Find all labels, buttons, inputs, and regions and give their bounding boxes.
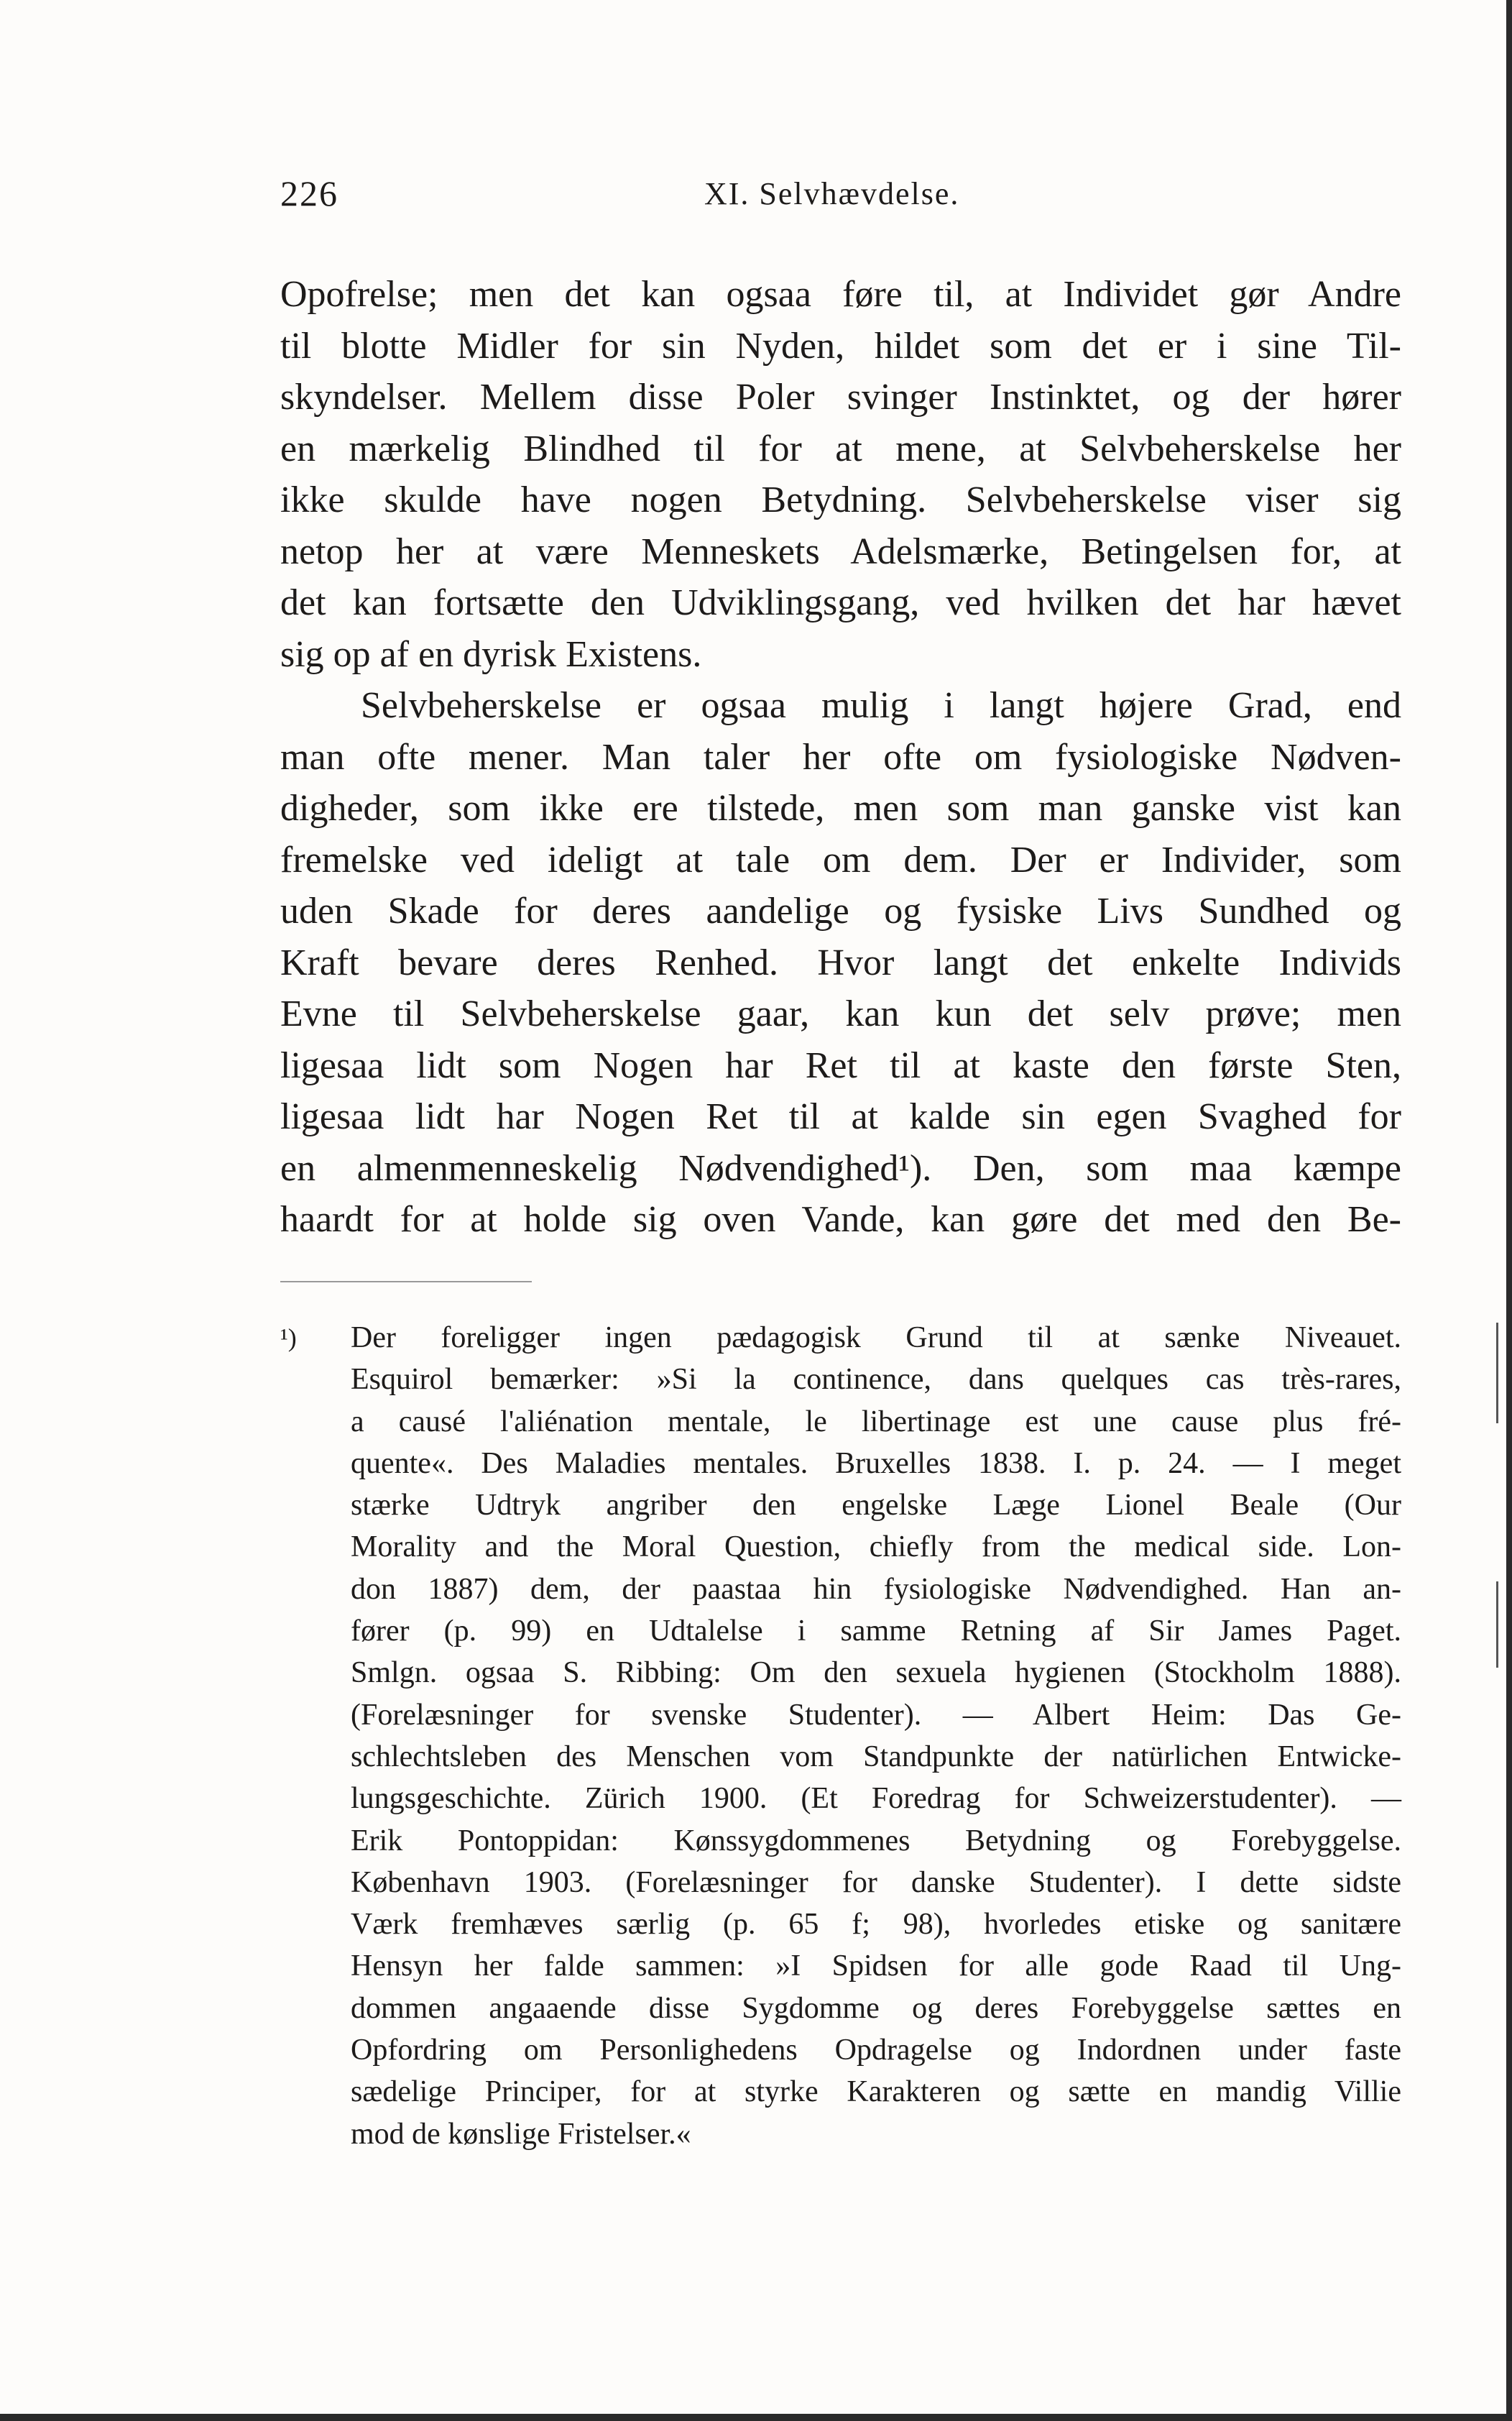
body-line: skyndelser. Mellem disse Poler svinger Instinktet, og der hører	[280, 377, 1401, 418]
body-line: fremelske ved ideligt at tale om dem. Der er Individer, som	[280, 839, 1401, 881]
body-line: netop her at være Menneskets Adelsmærke, Betingelsen for, at	[280, 530, 1401, 572]
footnote-line: København 1903. (Forelæsninger for danske Studenter). I dette sidste	[351, 1865, 1401, 1899]
footnote	[280, 1317, 1401, 2155]
body-line: man ofte mener. Man taler her ofte om fysiologiske Nødven-	[280, 736, 1401, 778]
footnote-line: stærke Udtryk angriber den engelske Læge Lionel Beale (Our	[351, 1489, 1401, 1522]
body-line: til blotte Midler for sin Nyden, hildet som det er i sine Til-	[280, 325, 1401, 367]
footnote-line: quente«. Des Maladies mentales. Bruxelles 1838. I. p. 24. — I meget	[351, 1446, 1401, 1480]
body-line: digheder, som ikke ere tilstede, men som man ganske vist kan	[280, 788, 1401, 829]
body-line: det kan fortsætte den Udviklingsgang, ved hvilken det har hævet	[280, 582, 1401, 623]
footnote-line-text: Der foreligger ingen pædagogisk Grund til at sænke Niveauet.	[351, 1321, 1401, 1354]
footnote-line: fører (p. 99) en Udtalelse i samme Retning af Sir James Paget.	[351, 1614, 1401, 1648]
footnote-line	[280, 1317, 1401, 1359]
footnote-line: Værk fremhæves særlig (p. 65 f; 98), hvorledes etiske og sanitære	[351, 1908, 1401, 1942]
footnote-line: Hensyn her falde sammen: »I Spidsen for alle gode Raad til Ung-	[351, 1949, 1401, 1983]
body-line: haardt for at holde sig oven Vande, kan gøre det med den Be-	[280, 1199, 1401, 1240]
footnote-divider	[280, 1281, 532, 1282]
footnote-line: Erik Pontoppidan: Kønssygdommenes Betydning og Forebyggelse.	[351, 1824, 1401, 1857]
footnote-line: Smlgn. ogsaa S. Ribbing: Om den sexuela hygienen (Stockholm 1888).	[351, 1656, 1401, 1690]
footnote-line: a causé l'aliénation mentale, le libertinage est une cause plus fré-	[351, 1405, 1401, 1438]
body-line: en almenmenneskelig Nødvendighed¹). Den, som maa kæmpe	[280, 1147, 1401, 1189]
footnote-line: lungsgeschichte. Zürich 1900. (Et Foredrag for Schweizerstudenter). —	[351, 1782, 1401, 1816]
footnote-line: schlechtsleben des Menschen vom Standpunkte der natürlichen Entwicke-	[351, 1740, 1401, 1773]
body-line: Evne til Selvbeherskelse gaar, kan kun det selv prøve; men	[280, 993, 1401, 1034]
page-number: 226	[280, 173, 338, 213]
footnote-marker: ¹)	[280, 1323, 297, 1352]
body-line: en mærkelig Blindhed til for at mene, at Selvbeherskelse her	[280, 428, 1401, 469]
body-line: Opofrelse; men det kan ogsaa føre til, at Individet gør Andre	[280, 274, 1401, 315]
footnote-line: Opfordring om Personlighedens Opdragelse og Indordnen under faste	[351, 2034, 1401, 2067]
scan-edge-mark	[1496, 1581, 1498, 1668]
body-line: ligesaa lidt som Nogen har Ret til at kaste den første Sten,	[280, 1044, 1401, 1086]
body-line: Kraft bevare deres Renhed. Hvor langt det enkelte Individs	[280, 942, 1401, 983]
body-line: ligesaa lidt har Nogen Ret til at kalde sin egen Svaghed for	[280, 1096, 1401, 1137]
running-head	[280, 173, 1401, 230]
footnote-line: sædelige Principer, for at styrke Karakteren og sætte en mandig Villie	[351, 2075, 1401, 2109]
body-text	[280, 269, 1401, 1246]
body-line: uden Skade for deres aandelige og fysiske Livs Sundhed og	[280, 891, 1401, 932]
footnote-line: mod de kønslige Fristelser.«	[351, 2117, 691, 2151]
footnote-line: dommen angaaende disse Sygdomme og deres Forebyggelse sættes en	[351, 1991, 1401, 2025]
body-line: ikke skulde have nogen Betydning. Selvbeherskelse viser sig	[280, 479, 1401, 520]
body-line: sig op af en dyrisk Existens.	[280, 633, 702, 675]
chapter-title: XI. Selvhævdelse.	[704, 176, 960, 211]
footnote-line: Morality and the Moral Question, chiefly from the medical side. Lon-	[351, 1530, 1401, 1564]
scan-edge-mark	[1496, 1323, 1498, 1423]
footnote-line: Esquirol bemærker: »Si la continence, dans quelques cas très-rares,	[351, 1363, 1401, 1397]
footnote-line: (Forelæsninger for svenske Studenter). — Albert Heim: Das Ge-	[351, 1698, 1401, 1732]
footnote-line: don 1887) dem, der paastaa hin fysiologiske Nødvendighed. Han an-	[351, 1572, 1401, 1606]
body-line: Selvbeherskelse er ogsaa mulig i langt højere Grad, end	[361, 685, 1401, 726]
